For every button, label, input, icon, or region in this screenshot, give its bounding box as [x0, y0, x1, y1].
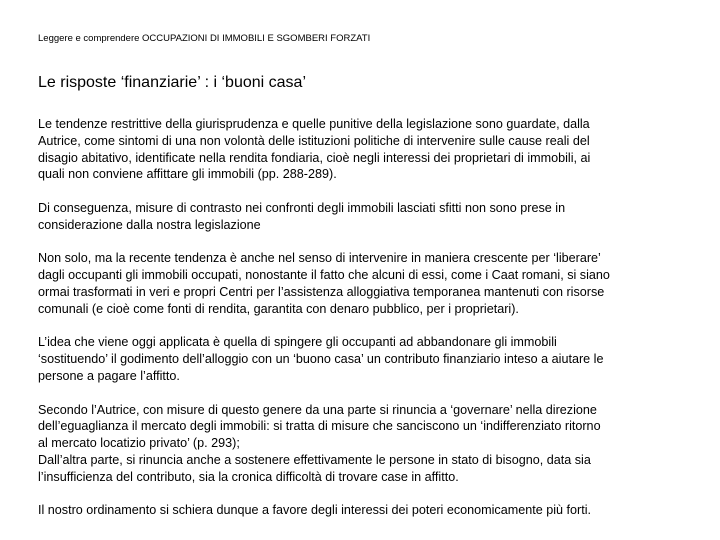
- text-line: ‘sostituendo’ il godimento dell’alloggio con un ‘buono casa’ un contributo finanziario inteso a aiutare le: [38, 352, 604, 367]
- paragraph-conclusione: [38, 502, 678, 519]
- text-line: comunali (e cioè come fonti di rendita, garantita con denaro pubblico, per i proprietari).: [38, 301, 519, 316]
- page-header: Leggere e comprendere OCCUPAZIONI DI IMMOBILI E SGOMBERI FORZATI: [38, 33, 371, 44]
- paragraph-secondo: [38, 402, 678, 486]
- text-line: dell’eguaglianza il mercato degli immobili: si tratta di misure che sanciscono un ‘indifferenziato ritorno: [38, 419, 601, 434]
- paragraph-rendita: [38, 116, 678, 183]
- text-line: Di conseguenza, misure di contrasto nei confronti degli immobili lasciati sfitti non sono prese in: [38, 200, 566, 215]
- text-line: L’idea che viene oggi applicata è quella di spingere gli occupanti ad abbandonare gli immobili: [38, 335, 557, 350]
- body-text: [38, 116, 678, 519]
- text-line: dagli occupanti gli immobili occupati, nonostante il fatto che alcuni di essi, come i Caat romani, si siano: [38, 268, 610, 283]
- text-line: quali non conviene affittare gli immobili (pp. 288-289).: [38, 167, 337, 182]
- text-line: Il nostro ordinamento si schiera dunque a favore degli interessi dei poteri economicamente più forti.: [38, 503, 592, 518]
- text-line: Le tendenze restrittive della giurisprudenza e quelle punitive della legislazione sono guardate, dalla: [38, 117, 590, 131]
- text-line: Autrice, come sintomi di una non volontà delle istituzioni politiche di intervenire sulle cause reali del: [38, 133, 590, 148]
- text-line: Non solo, ma la recente tendenza è anche nel senso di intervenire in maniera crescente per ‘liberare’: [38, 251, 601, 266]
- paragraph-non-solo: [38, 250, 678, 317]
- text-line: persone a pagare l’affitto.: [38, 368, 180, 383]
- text-line: al mercato locatizio privato’ (p. 293);: [38, 436, 240, 451]
- text-line: Secondo l’Autrice, con misure di questo genere da una parte si rinuncia a ‘governare’ nella direzione: [38, 402, 597, 417]
- text-line: considerazione dalla nostra legislazione: [38, 217, 261, 232]
- text-line: disagio abitativo, identificate nella rendita fondiaria, cioè negli interessi dei proprietari di immobili, ai: [38, 150, 591, 165]
- text-line: Dall’altra parte, si rinuncia anche a sostenere effettivamente le persone in stato di bisogno, data sia: [38, 452, 591, 467]
- text-line: l’insufficienza del contributo, sia la cronica difficoltà di trovare case in affitto.: [38, 469, 459, 484]
- paragraph-conseguenza: [38, 200, 678, 234]
- text-line: ormai trasformati in veri e propri Centri per l’assistenza alloggiativa temporanea mantenuti con risorse: [38, 284, 605, 299]
- paragraph-idea: [38, 334, 678, 384]
- page-title: Le risposte ‘finanziarie’ : i ‘buoni casa’: [38, 74, 306, 91]
